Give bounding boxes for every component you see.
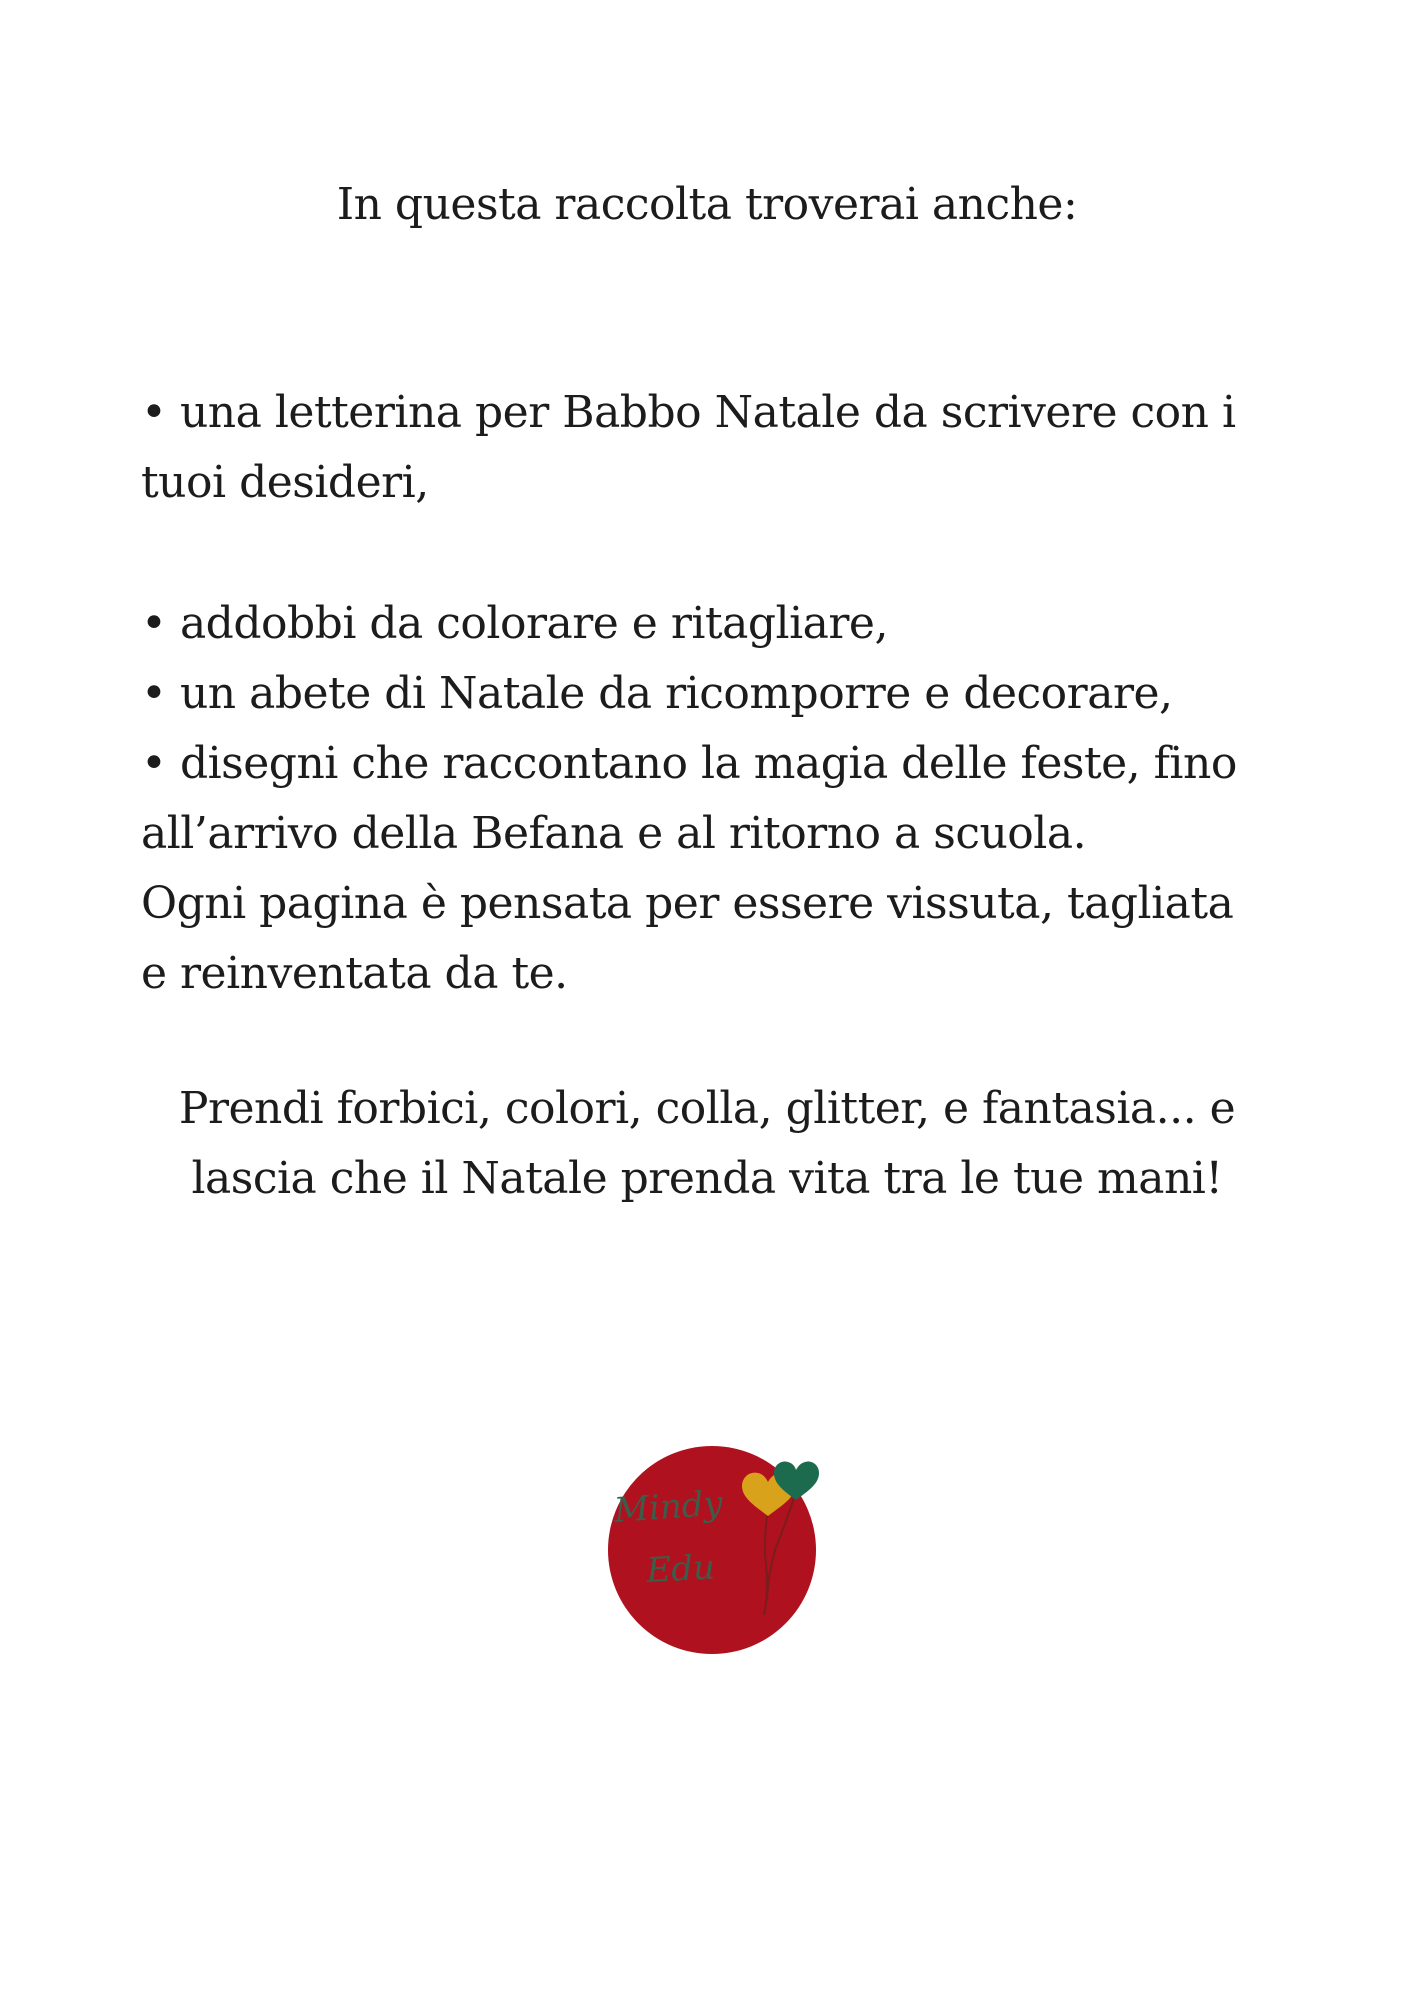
intro-list-item <box>141 378 1301 518</box>
text-line: all’arrivo della Befana e al ritorno a scuola. <box>141 808 1087 859</box>
list-item: • un abete di Natale da ricomporre e decorare, <box>141 668 1173 719</box>
text-line: • una letterina per Babbo Natale da scrivere con i <box>141 387 1236 438</box>
page-heading: In questa raccolta troverai anche: <box>336 179 1078 230</box>
logo-text-line-2: Edu <box>645 1547 716 1591</box>
list-item: • disegni che raccontano la magia delle feste, fino <box>141 738 1237 789</box>
closing-paragraph <box>0 1074 1414 1214</box>
brand-logo <box>585 1440 825 1660</box>
text-line: e reinventata da te. <box>141 948 568 999</box>
text-line: lascia che il Natale prenda vita tra le tue mani! <box>191 1153 1223 1204</box>
list-item: • addobbi da colorare e ritagliare, <box>141 598 888 649</box>
activity-list <box>141 589 1301 1009</box>
text-line: Prendi forbici, colori, colla, glitter, e fantasia... e <box>178 1083 1236 1134</box>
logo-text-line-1: Mindy <box>612 1483 724 1531</box>
text-line: Ogni pagina è pensata per essere vissuta, tagliata <box>141 878 1234 929</box>
text-line: tuoi desideri, <box>141 457 429 508</box>
